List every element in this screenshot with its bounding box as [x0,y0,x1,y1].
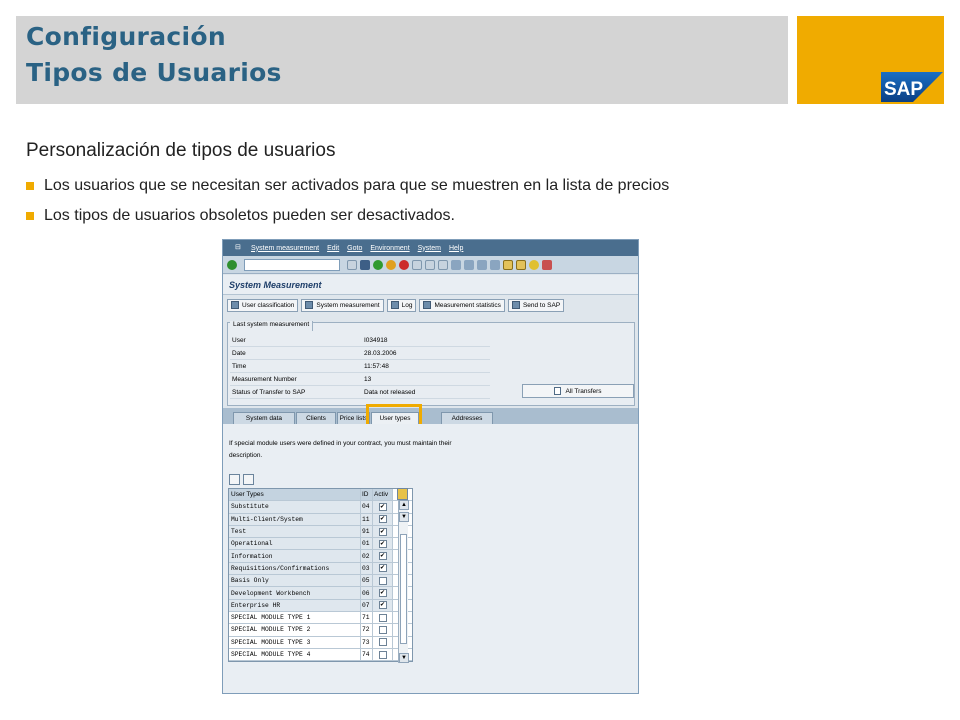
find-icon[interactable] [425,260,435,270]
back-arrow-icon[interactable] [347,260,357,270]
user-type-name: Enterprise HR [229,600,361,611]
table-row[interactable] [229,600,412,612]
user-type-id: 71 [361,612,373,623]
field-value: 28.03.2006 [364,350,397,357]
scroll-thumb[interactable] [400,534,407,644]
screen-title-area [223,275,638,295]
user-type-id: 01 [361,538,373,549]
standard-toolbar [223,256,638,274]
user-types-panel [223,424,638,694]
user-type-name: Test [229,526,361,537]
table-row[interactable] [229,514,412,526]
select-all-icon[interactable] [243,474,254,485]
user-type-id: 73 [361,637,373,648]
column-header-user-types[interactable]: User Types [229,489,361,500]
active-checkbox[interactable] [379,577,387,585]
page-up-icon[interactable]: ▼ [399,512,409,522]
active-checkbox[interactable]: ✔ [380,601,385,610]
table-row[interactable] [229,526,412,538]
measurement-statistics-label: Measurement statistics [434,301,501,309]
cancel-icon[interactable] [399,260,409,270]
measure-icon [305,301,313,309]
panel-description [229,438,499,462]
previous-page-icon[interactable] [464,260,474,270]
bullet-item [26,177,669,195]
active-cell [373,538,393,549]
menu-goto[interactable]: Goto [347,244,363,252]
table-row[interactable] [229,637,412,649]
slide-subtitle: Personalización de tipos de usuarios [26,140,336,161]
log-button[interactable] [387,299,417,312]
user-type-name: Operational [229,538,361,549]
field-row-transfer-status [230,387,490,399]
active-cell [373,514,393,525]
field-label: Status of Transfer to SAP [232,389,306,396]
user-type-name: Development Workbench [229,587,361,598]
active-checkbox[interactable]: ✔ [380,502,385,511]
active-checkbox[interactable] [379,626,387,634]
field-value: 11:57:48 [364,363,389,370]
list-icon [231,301,239,309]
all-transfers-label: All Transfers [565,387,602,395]
field-label: Time [232,363,247,370]
field-value: I034918 [364,337,388,344]
document-icon [554,387,561,395]
new-session-icon[interactable] [503,260,513,270]
user-type-id: 74 [361,649,373,660]
tab-system-data[interactable]: System data [233,412,295,424]
table-scrollbar[interactable] [398,500,408,663]
field-row-date [230,348,490,360]
table-settings-icon[interactable] [397,488,408,500]
menu-system[interactable]: System [417,244,441,252]
statistics-icon [423,301,431,309]
tab-user-types[interactable]: User types [371,412,419,424]
back-icon[interactable] [373,260,383,270]
user-type-id: 02 [361,550,373,561]
field-row-user [230,335,490,347]
description-line: If special module users were defined in your contract, you must maintain their [229,440,452,447]
active-cell [373,587,393,598]
application-toolbar [223,296,638,314]
slide-title-bar [16,16,788,104]
bullet-text: Los usuarios que se necesitan ser activados para que se muestren en la lista de precios [44,177,670,194]
user-type-name[interactable]: SPECIAL MODULE TYPE 3 [229,637,361,648]
scroll-up-icon[interactable]: ▲ [399,500,409,510]
command-field[interactable] [244,259,340,271]
printer-log-icon [391,301,399,309]
user-classification-button[interactable] [227,299,298,312]
active-checkbox[interactable]: ✔ [380,527,385,536]
active-checkbox[interactable] [379,651,387,659]
tab-addresses[interactable]: Addresses [441,412,493,424]
save-icon[interactable] [360,260,370,270]
group-title: Last system measurement [230,321,313,331]
grid-toolbar [229,474,254,485]
menu-system-icon[interactable]: ⊟ [235,244,241,251]
active-checkbox[interactable]: ✔ [380,515,385,524]
user-type-id: 04 [361,501,373,512]
sap-logo [881,72,943,102]
field-label: Date [232,350,246,357]
user-type-id: 91 [361,526,373,537]
active-cell [373,563,393,574]
send-to-sap-label: Send to SAP [522,301,561,309]
log-label: Log [401,301,413,309]
menu-help[interactable]: Help [448,244,464,252]
active-checkbox[interactable]: ✔ [380,539,385,548]
field-row-time [230,361,490,373]
active-checkbox[interactable] [379,614,387,622]
last-page-icon[interactable] [490,260,500,270]
system-measurement-button[interactable] [301,299,383,312]
active-cell [373,526,393,537]
table-row[interactable] [229,575,412,587]
active-cell [373,649,393,660]
sap-logo-box [797,16,944,104]
table-body [229,501,412,661]
user-type-name: Information [229,550,361,561]
system-measurement-label: System measurement [316,301,380,309]
send-to-sap-button[interactable] [508,299,564,312]
menu-system-measurement[interactable]: System measurement [251,244,320,252]
user-type-id: 03 [361,563,373,574]
find-next-icon[interactable] [438,260,448,270]
sap-menu-bar [223,240,638,256]
active-cell [373,600,393,611]
table-row[interactable] [229,624,412,636]
field-value: Data not released [364,389,416,396]
table-row[interactable] [229,563,412,575]
enter-icon[interactable] [227,260,237,270]
next-page-icon[interactable] [477,260,487,270]
exit-icon[interactable] [386,260,396,270]
details-icon[interactable] [229,474,240,485]
table-row[interactable] [229,587,412,599]
active-checkbox[interactable]: ✔ [380,564,385,573]
active-checkbox[interactable]: ✔ [380,589,385,598]
tab-strip [223,408,638,424]
last-measurement-group [227,322,635,406]
sap-window [222,239,639,694]
active-cell [373,501,393,512]
active-cell [373,624,393,635]
print-icon[interactable] [412,260,422,270]
user-type-name: Basis Only [229,575,361,586]
user-type-name: Multi-Client/System [229,514,361,525]
scroll-down-icon[interactable]: ▼ [399,653,409,663]
user-type-id: 05 [361,575,373,586]
column-header-active[interactable]: Activ [373,489,393,500]
table-row[interactable] [229,550,412,562]
active-cell [373,612,393,623]
table-row[interactable] [229,649,412,661]
svg-text:SAP: SAP [884,79,924,100]
user-type-id: 72 [361,624,373,635]
slide-title-line2: Tipos de Usuarios [26,58,282,87]
measurement-statistics-button[interactable] [419,299,504,312]
active-cell [373,550,393,561]
table-row[interactable] [229,612,412,624]
user-type-name[interactable]: SPECIAL MODULE TYPE 2 [229,624,361,635]
user-classification-label: User classification [242,301,295,309]
user-type-name[interactable]: SPECIAL MODULE TYPE 1 [229,612,361,623]
field-label: Measurement Number [232,376,297,383]
first-page-icon[interactable] [451,260,461,270]
slide-title-line1: Configuración [26,22,226,51]
user-type-name: Requisitions/Confirmations [229,563,361,574]
bullet-square-icon [26,182,34,190]
field-value: 13 [364,376,372,383]
menu-environment[interactable]: Environment [370,244,410,252]
active-checkbox[interactable] [379,638,387,646]
description-line: description. [229,452,263,459]
user-type-name[interactable]: SPECIAL MODULE TYPE 4 [229,649,361,660]
all-transfers-button[interactable] [522,384,634,398]
layout-menu-icon[interactable] [542,260,552,270]
help-icon[interactable] [529,260,539,270]
shortcut-icon[interactable] [516,260,526,270]
user-type-id: 07 [361,600,373,611]
bullet-item [26,207,455,225]
column-header-id[interactable]: ID [361,489,373,500]
screen-title: System Measurement [229,280,322,290]
field-label: User [232,337,246,344]
bullet-text: Los tipos de usuarios obsoletos pueden ser desactivados. [44,207,455,224]
user-types-table [228,488,413,662]
bullet-square-icon [26,212,34,220]
tab-clients[interactable]: Clients [296,412,336,424]
table-row[interactable] [229,501,412,513]
table-row[interactable] [229,538,412,550]
active-cell [373,575,393,586]
table-header [229,489,412,501]
user-type-id: 11 [361,514,373,525]
field-row-measurement-number [230,374,490,386]
menu-edit[interactable]: Edit [327,244,340,252]
active-checkbox[interactable]: ✔ [380,552,385,561]
active-cell [373,637,393,648]
user-type-name: Substitute [229,501,361,512]
user-type-id: 06 [361,587,373,598]
tab-price-lists[interactable]: Price lists [337,412,370,424]
send-icon [512,301,520,309]
